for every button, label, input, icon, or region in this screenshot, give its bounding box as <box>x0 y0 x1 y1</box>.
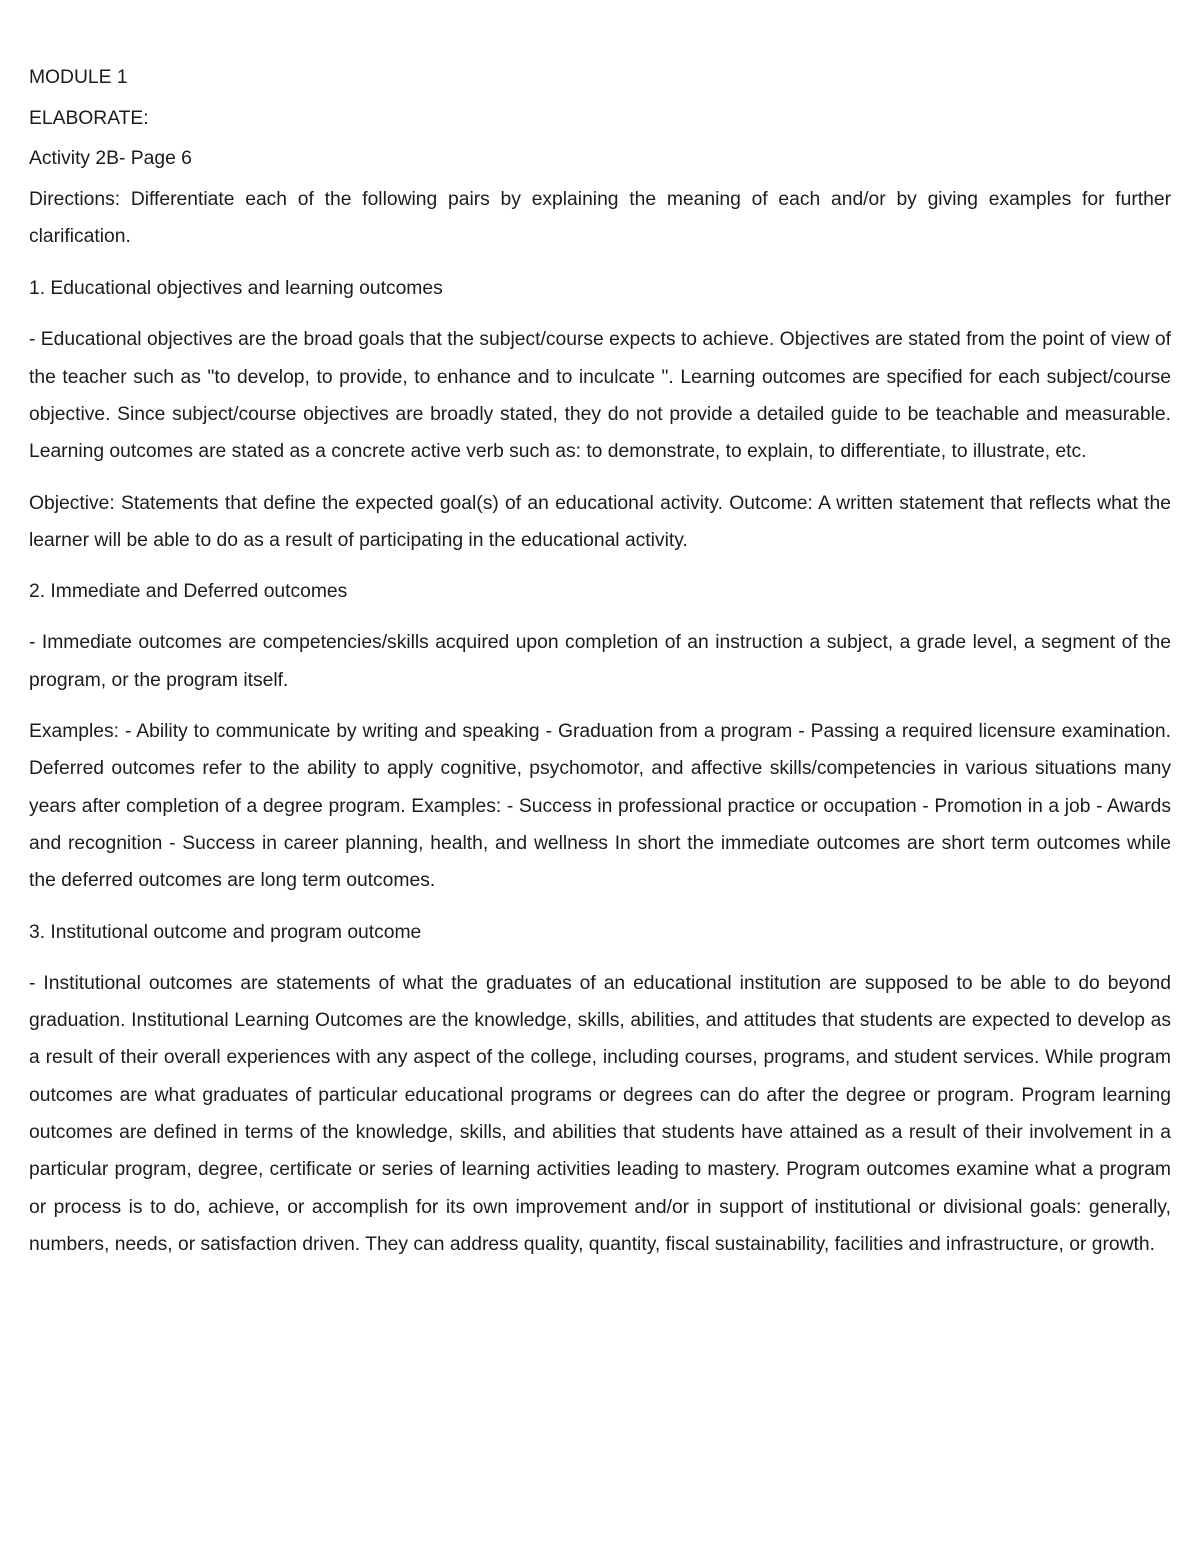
directions-text: Directions: Differentiate each of the following pairs by explaining the meaning of each and/or by giving examples for further clarification. <box>29 188 1171 247</box>
activity-label: Activity 2B- Page 6 <box>29 148 192 169</box>
item-3-paragraph-1: - Institutional outcomes are statements of what the graduates of an educational institution are supposed to be able to do beyond graduation. Institutional Learning Outcomes are the knowledge, skills, abilities, and attitudes that students are expected to develop as a result of their overall experiences with any aspect of the college, including courses, programs, and student services. While program outcomes are what graduates of particular educational programs or degrees can do after the degree or program. Program learning outcomes are defined in terms of the knowledge, skills, and abilities that students have attained as a result of their involvement in a particular program, degree, certificate or series of learning activities leading to mastery. Program outcomes examine what a program or process is to do, achieve, or accomplish for its own improvement and/or in support of institutional or divisional goals: generally, numbers, needs, or satisfaction driven. They can address quality, quantity, fiscal sustainability, facilities and infrastructure, or growth. <box>29 972 1171 1255</box>
item-heading-1: 1. Educational objectives and learning outcomes <box>29 278 443 300</box>
item-heading-3: 3. Institutional outcome and program outcome <box>29 921 422 943</box>
item-1-paragraph-1: - Educational objectives are the broad goals that the subject/course expects to achieve. Objectives are stated from the point of view of the teacher such as "to develop, to provide, to enhance and to inculcate ". Learning outcomes are specified for each subject/course objective. Since subject/course objectives are broadly stated, they do not provide a detailed guide to be teachable and measurable. Learning outcomes are stated as a concrete active verb such as: to demonstrate, to explain, to differentiate, to illustrate, etc. <box>29 329 1171 463</box>
section-label: ELABORATE: <box>29 107 149 129</box>
item-heading-2: 2. Immediate and Deferred outcomes <box>29 581 348 603</box>
module-title: MODULE 1 <box>29 67 128 88</box>
item-2-paragraph-2: Examples: - Ability to communicate by writing and speaking - Graduation from a program - Passing a required licensure examination. Deferred outcomes refer to the ability to apply cognitive, psychomotor, and affective skills/competencies in various situations many years after completion of a degree program. Examples: - Success in professional practice or occupation - Promotion in a job - Awards and recognition - Success in career planning, health, and wellness In short the immediate outcomes are short term outcomes while the deferred outcomes are long term outcomes. <box>29 721 1171 892</box>
document-body <box>29 58 1171 1263</box>
item-1-paragraph-2: Objective: Statements that define the expected goal(s) of an educational activity. Outcome: A written statement that reflects what the learner will be able to do as a result of participating in the educational activity. <box>29 492 1171 551</box>
item-2-paragraph-1: - Immediate outcomes are competencies/skills acquired upon completion of an instruction a subject, a grade level, a segment of the program, or the program itself. <box>29 632 1171 691</box>
